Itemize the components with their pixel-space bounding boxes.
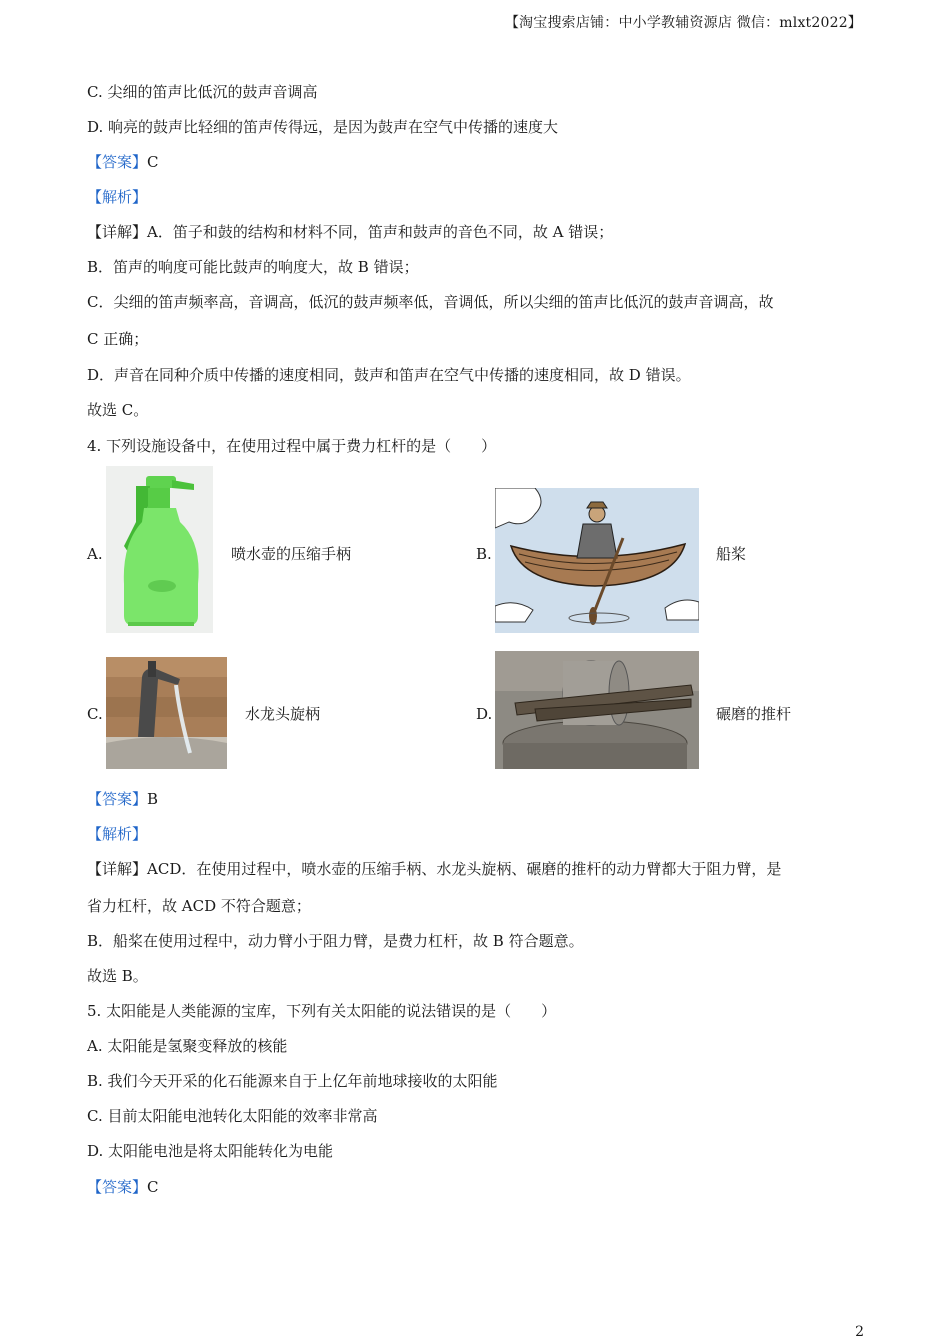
spray-bottle-icon [106, 466, 213, 633]
q4-detail-2: B．船桨在使用过程中，动力臂小于阻力臂，是费力杠杆，故 B 符合题意。 [87, 932, 584, 950]
answer-value: C [147, 1178, 159, 1196]
q3-conclusion: 故选 C。 [87, 401, 149, 419]
q4-option-c-text: 水龙头旋柄 [245, 705, 321, 723]
answer-tag: 【答案】 [87, 1178, 148, 1196]
q5-option-d: D. 太阳能电池是将太阳能转化为电能 [87, 1142, 334, 1160]
q4-answer-line [87, 789, 158, 809]
q3-option-d: D. 响亮的鼓声比轻细的笛声传得远，是因为鼓声在空气中传播的速度大 [87, 118, 559, 136]
q3-detail-3b: C 正确； [87, 330, 149, 348]
faucet-image [106, 657, 227, 769]
answer-tag: 【答案】 [87, 790, 148, 808]
q3-detail-1: 【详解】A．笛子和鼓的结构和材料不同，笛声和鼓声的音色不同，故 A 错误； [87, 223, 614, 241]
q5-option-a: A. 太阳能是氢聚变释放的核能 [87, 1037, 288, 1055]
q4-option-a-text: 喷水壶的压缩手柄 [231, 545, 352, 563]
q4-analysis-tag: 【解析】 [87, 825, 148, 843]
q4-option-d-text: 碾磨的推杆 [716, 705, 792, 723]
page-header: 【淘宝搜索店铺：中小学教辅资源店 微信：mlxt2022】 [504, 15, 862, 31]
q3-answer-line [87, 152, 159, 172]
answer-value: B [147, 790, 159, 808]
detail-tag: 【详解】 [87, 860, 148, 878]
q4-conclusion: 故选 B。 [87, 967, 148, 985]
q4-stem: 4. 下列设施设备中，在使用过程中属于费力杠杆的是（ ） [87, 437, 497, 455]
faucet-icon [106, 657, 227, 769]
q5-answer-line [87, 1177, 159, 1197]
q5-option-c: C. 目前太阳能电池转化太阳能的效率非常高 [87, 1107, 378, 1125]
q4-option-b-text: 船桨 [716, 545, 747, 563]
q5-option-b: B. 我们今天开采的化石能源来自于上亿年前地球接收的太阳能 [87, 1072, 498, 1090]
spray-bottle-image [106, 466, 213, 633]
q4-detail-1b: 省力杠杆，故 ACD 不符合题意； [87, 897, 311, 915]
answer-tag: 【答案】 [87, 153, 148, 171]
q4-option-c-label: C. [87, 705, 103, 723]
detail-tag: 【详解】 [87, 223, 148, 241]
q3-detail-4: D．声音在同种介质中传播的速度相同，鼓声和笛声在空气中传播的速度相同，故 D 错误。 [87, 366, 691, 384]
millstone-image [495, 651, 699, 769]
q3-analysis-tag: 【解析】 [87, 188, 148, 206]
page-number: 2 [855, 1324, 864, 1340]
q4-option-d-label: D. [476, 705, 493, 723]
q5-stem: 5. 太阳能是人类能源的宝库，下列有关太阳能的说法错误的是（ ） [87, 1002, 557, 1020]
rowing-boat-image [495, 488, 699, 633]
q3-option-c: C. 尖细的笛声比低沉的鼓声音调高 [87, 83, 318, 101]
answer-value: C [147, 153, 159, 171]
q4-option-b-label: B. [476, 545, 492, 563]
q3-detail-2: B．笛声的响度可能比鼓声的响度大，故 B 错误； [87, 258, 419, 276]
boat-oar-icon [495, 488, 699, 633]
q4-detail-1a: 【详解】ACD．在使用过程中，喷水壶的压缩手柄、水龙头旋柄、碾磨的推杆的动力臂都大于阻力臂，是 [87, 860, 782, 878]
q3-detail-3a: C．尖细的笛声频率高，音调高，低沉的鼓声频率低，音调低，所以尖细的笛声比低沉的鼓声音调高，故 [87, 293, 774, 311]
millstone-icon [495, 651, 699, 769]
q4-option-a-label: A. [87, 545, 103, 563]
